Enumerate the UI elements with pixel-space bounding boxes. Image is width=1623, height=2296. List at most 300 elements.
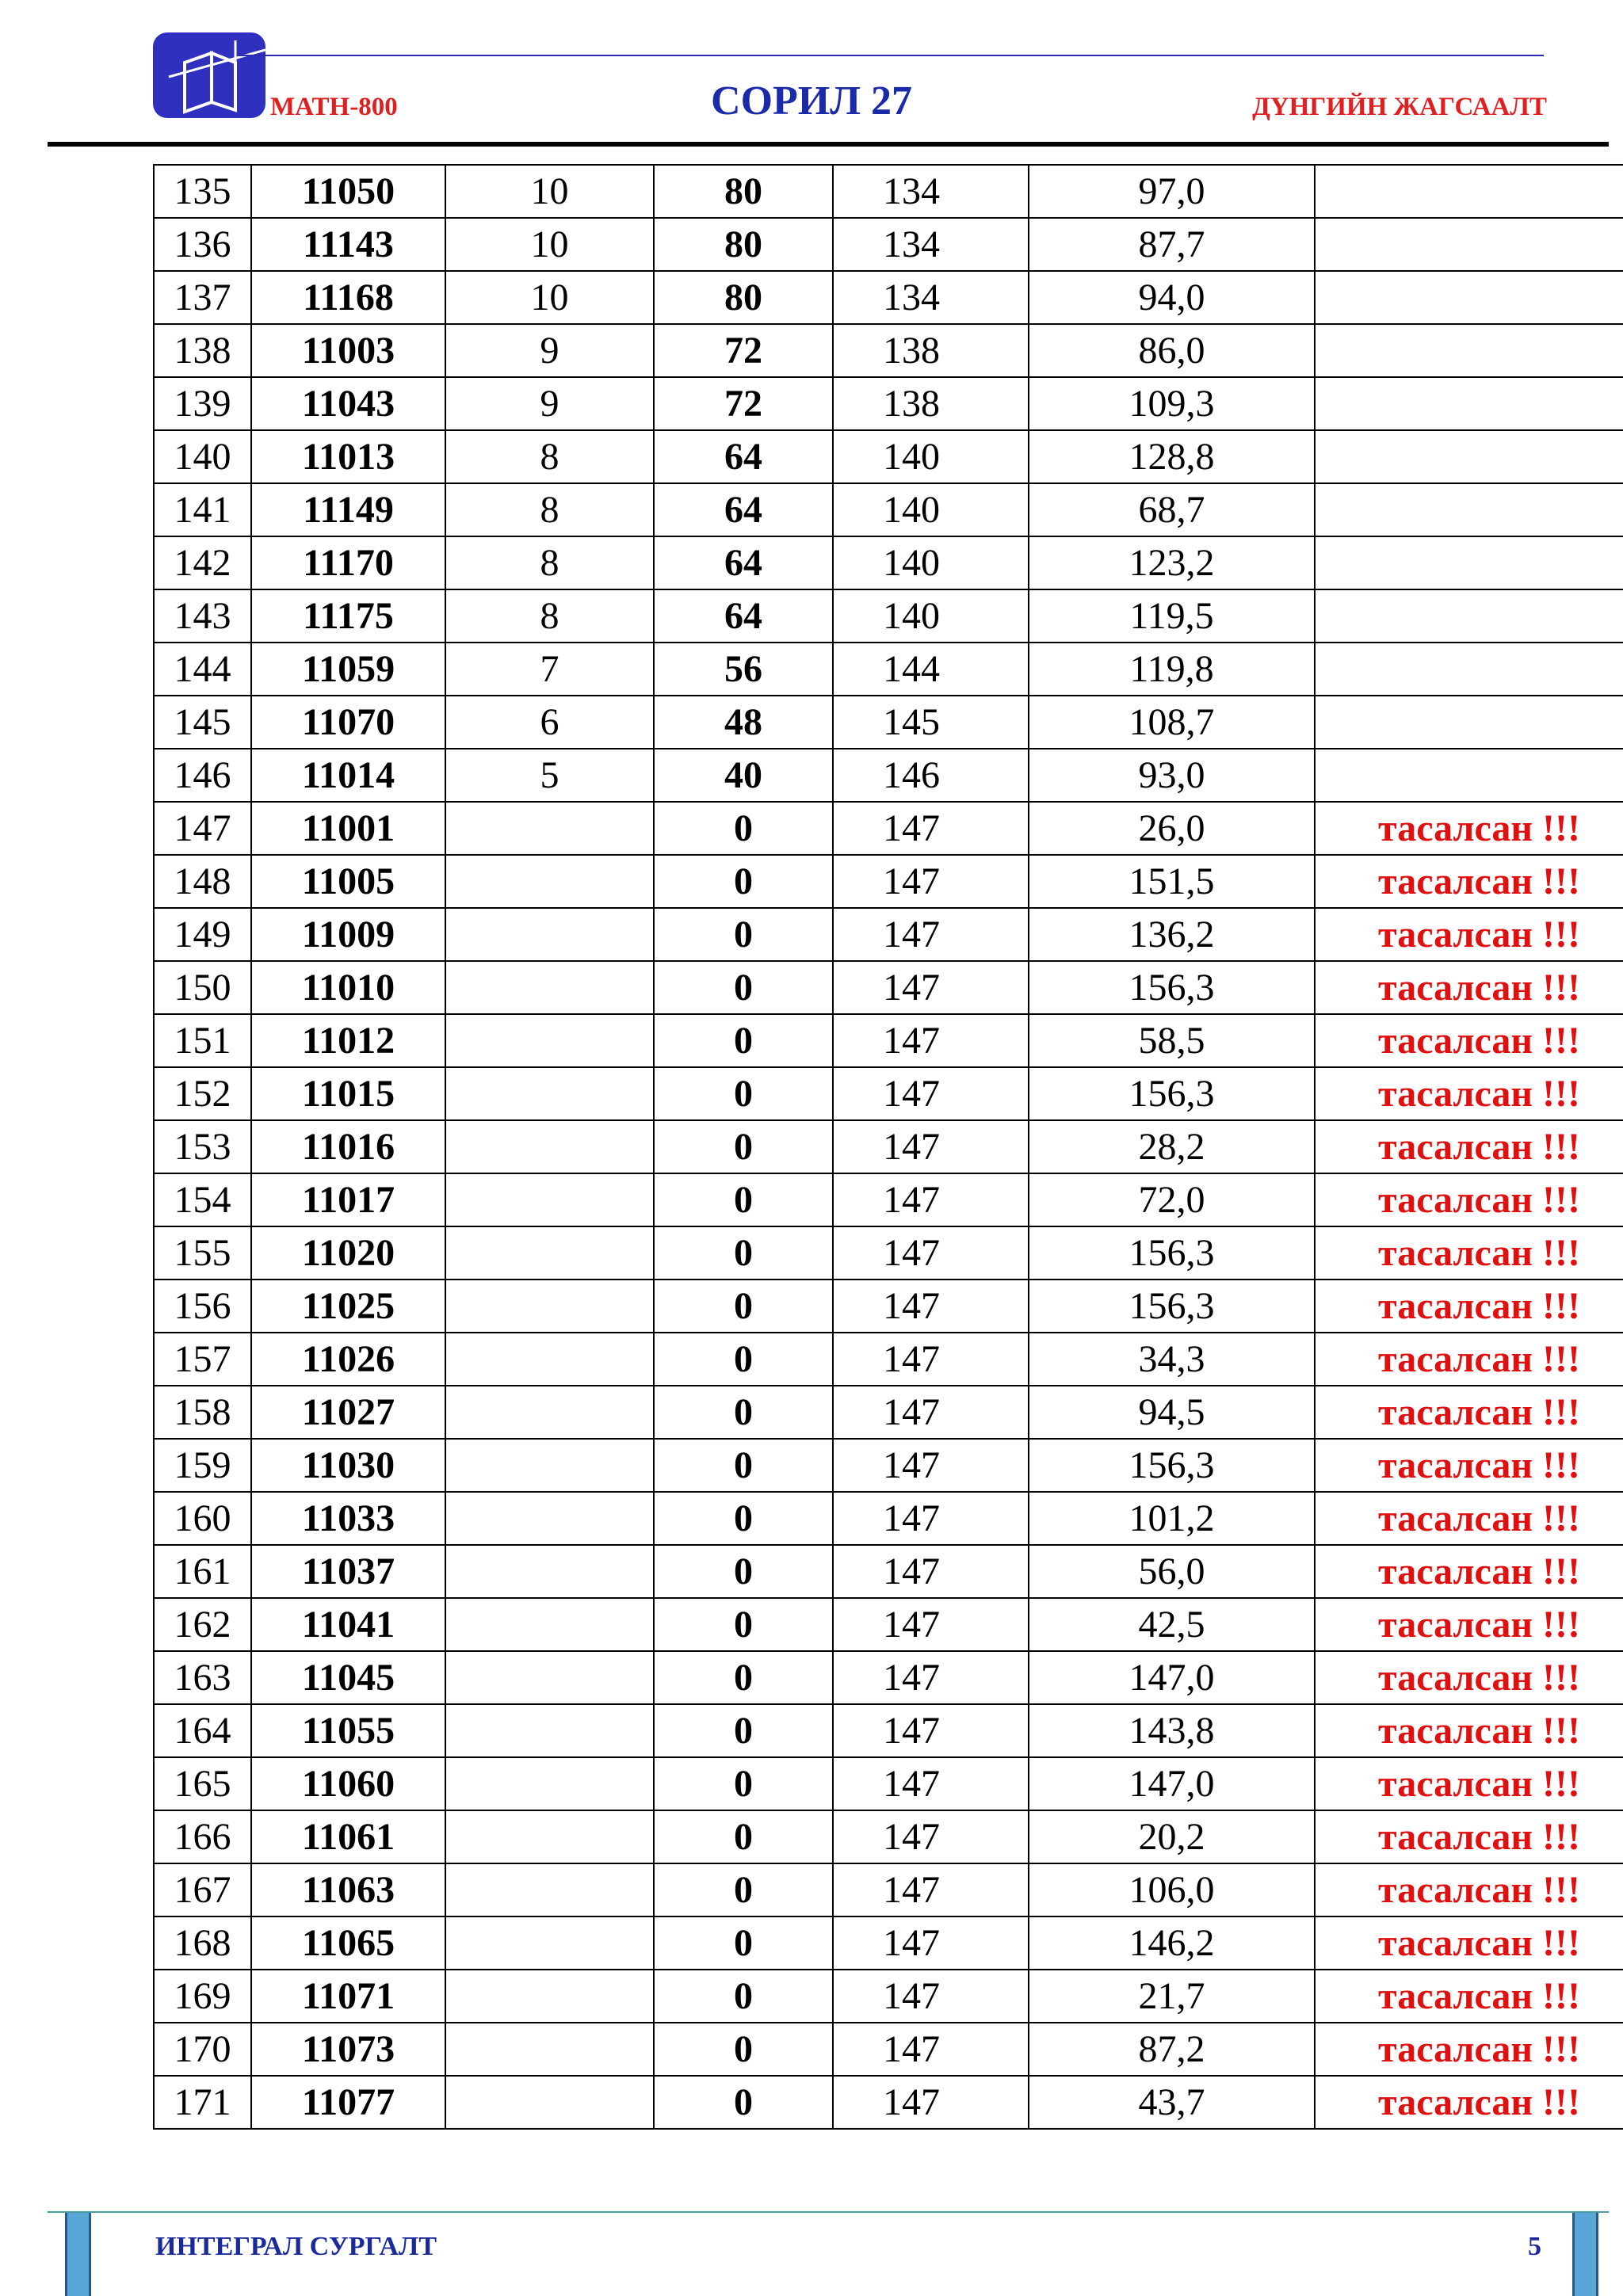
- answers-cell: [445, 1598, 654, 1651]
- rank-cell: 135: [154, 165, 251, 218]
- score-cell: 0: [654, 1598, 833, 1651]
- table-row: [154, 1120, 1623, 1173]
- score-cell: 64: [654, 536, 833, 589]
- status-cell: тасалсан !!!: [1315, 1439, 1623, 1492]
- answers-cell: [445, 2023, 654, 2076]
- id-cell: 11020: [251, 1226, 445, 1280]
- value-cell: 106,0: [1029, 1863, 1315, 1917]
- score-cell: 0: [654, 1014, 833, 1067]
- value-cell: 151,5: [1029, 855, 1315, 908]
- status-cell: тасалсан !!!: [1315, 1757, 1623, 1810]
- results-table: [153, 164, 1623, 2130]
- id-cell: 11009: [251, 908, 445, 961]
- table-row: [154, 1280, 1623, 1333]
- status-cell: тасалсан !!!: [1315, 1545, 1623, 1598]
- status-cell: [1315, 483, 1623, 536]
- answers-cell: [445, 1917, 654, 1970]
- status-cell: тасалсан !!!: [1315, 1863, 1623, 1917]
- value-cell: 94,5: [1029, 1386, 1315, 1439]
- id-cell: 11001: [251, 802, 445, 855]
- id-cell: 11168: [251, 271, 445, 324]
- answers-cell: 8: [445, 589, 654, 643]
- place-cell: 145: [833, 696, 1029, 749]
- place-cell: 138: [833, 324, 1029, 377]
- id-cell: 11003: [251, 324, 445, 377]
- id-cell: 11030: [251, 1439, 445, 1492]
- id-cell: 11063: [251, 1863, 445, 1917]
- score-cell: 40: [654, 749, 833, 802]
- id-cell: 11070: [251, 696, 445, 749]
- answers-cell: [445, 802, 654, 855]
- status-cell: [1315, 165, 1623, 218]
- value-cell: 58,5: [1029, 1014, 1315, 1067]
- rank-cell: 156: [154, 1280, 251, 1333]
- place-cell: 147: [833, 1651, 1029, 1704]
- table-row: [154, 218, 1623, 271]
- id-cell: 11005: [251, 855, 445, 908]
- place-cell: 140: [833, 430, 1029, 483]
- status-cell: тасалсан !!!: [1315, 1280, 1623, 1333]
- id-cell: 11050: [251, 165, 445, 218]
- id-cell: 11077: [251, 2076, 445, 2129]
- answers-cell: 8: [445, 483, 654, 536]
- rank-cell: 140: [154, 430, 251, 483]
- place-cell: 147: [833, 1280, 1029, 1333]
- table-row: [154, 1598, 1623, 1651]
- rank-cell: 151: [154, 1014, 251, 1067]
- place-cell: 147: [833, 1173, 1029, 1226]
- place-cell: 138: [833, 377, 1029, 430]
- id-cell: 11061: [251, 1810, 445, 1863]
- rank-cell: 138: [154, 324, 251, 377]
- table-row: [154, 1439, 1623, 1492]
- answers-cell: 5: [445, 749, 654, 802]
- rank-cell: 147: [154, 802, 251, 855]
- value-cell: 119,8: [1029, 643, 1315, 696]
- value-cell: 21,7: [1029, 1970, 1315, 2023]
- answers-cell: 9: [445, 324, 654, 377]
- rank-cell: 139: [154, 377, 251, 430]
- value-cell: 147,0: [1029, 1757, 1315, 1810]
- score-cell: 48: [654, 696, 833, 749]
- answers-cell: [445, 1386, 654, 1439]
- value-cell: 147,0: [1029, 1651, 1315, 1704]
- score-cell: 56: [654, 643, 833, 696]
- value-cell: 101,2: [1029, 1492, 1315, 1545]
- rank-cell: 153: [154, 1120, 251, 1173]
- id-cell: 11017: [251, 1173, 445, 1226]
- id-cell: 11027: [251, 1386, 445, 1439]
- table-row: [154, 536, 1623, 589]
- id-cell: 11043: [251, 377, 445, 430]
- table-row: [154, 377, 1623, 430]
- score-cell: 0: [654, 1439, 833, 1492]
- results-table-body: [154, 165, 1623, 2129]
- id-cell: 11010: [251, 961, 445, 1014]
- status-cell: [1315, 643, 1623, 696]
- header-rule-top: [238, 55, 1544, 56]
- score-cell: 0: [654, 2023, 833, 2076]
- id-cell: 11055: [251, 1704, 445, 1757]
- place-cell: 147: [833, 1067, 1029, 1120]
- score-cell: 0: [654, 1333, 833, 1386]
- status-cell: тасалсан !!!: [1315, 1014, 1623, 1067]
- score-cell: 64: [654, 483, 833, 536]
- rank-cell: 150: [154, 961, 251, 1014]
- status-cell: тасалсан !!!: [1315, 908, 1623, 961]
- table-row: [154, 1333, 1623, 1386]
- id-cell: 11041: [251, 1598, 445, 1651]
- place-cell: 134: [833, 271, 1029, 324]
- table-row: [154, 1173, 1623, 1226]
- value-cell: 94,0: [1029, 271, 1315, 324]
- score-cell: 0: [654, 855, 833, 908]
- id-cell: 11143: [251, 218, 445, 271]
- place-cell: 134: [833, 165, 1029, 218]
- status-cell: тасалсан !!!: [1315, 1810, 1623, 1863]
- table-row: [154, 696, 1623, 749]
- status-cell: тасалсан !!!: [1315, 1120, 1623, 1173]
- answers-cell: 9: [445, 377, 654, 430]
- place-cell: 140: [833, 483, 1029, 536]
- value-cell: 136,2: [1029, 908, 1315, 961]
- place-cell: 147: [833, 1598, 1029, 1651]
- table-row: [154, 1863, 1623, 1917]
- answers-cell: [445, 1280, 654, 1333]
- table-row: [154, 961, 1623, 1014]
- score-cell: 72: [654, 324, 833, 377]
- score-cell: 64: [654, 589, 833, 643]
- status-cell: тасалсан !!!: [1315, 855, 1623, 908]
- rank-cell: 160: [154, 1492, 251, 1545]
- rank-cell: 146: [154, 749, 251, 802]
- place-cell: 140: [833, 589, 1029, 643]
- status-cell: тасалсан !!!: [1315, 1492, 1623, 1545]
- place-cell: 147: [833, 908, 1029, 961]
- value-cell: 128,8: [1029, 430, 1315, 483]
- status-cell: тасалсан !!!: [1315, 1173, 1623, 1226]
- score-cell: 0: [654, 1545, 833, 1598]
- status-cell: тасалсан !!!: [1315, 1917, 1623, 1970]
- answers-cell: [445, 1120, 654, 1173]
- value-cell: 156,3: [1029, 1067, 1315, 1120]
- id-cell: 11013: [251, 430, 445, 483]
- rank-cell: 148: [154, 855, 251, 908]
- score-cell: 0: [654, 1173, 833, 1226]
- table-row: [154, 1067, 1623, 1120]
- id-cell: 11175: [251, 589, 445, 643]
- footer-organization: ИНТЕГРАЛ СУРГАЛТ: [155, 2232, 437, 2261]
- status-cell: тасалсан !!!: [1315, 1598, 1623, 1651]
- status-cell: [1315, 271, 1623, 324]
- footer-rule: [48, 2211, 1609, 2213]
- table-row: [154, 1226, 1623, 1280]
- score-cell: 0: [654, 1810, 833, 1863]
- id-cell: 11045: [251, 1651, 445, 1704]
- answers-cell: 6: [445, 696, 654, 749]
- value-cell: 93,0: [1029, 749, 1315, 802]
- rank-cell: 152: [154, 1067, 251, 1120]
- answers-cell: [445, 1439, 654, 1492]
- table-row: [154, 589, 1623, 643]
- value-cell: 26,0: [1029, 802, 1315, 855]
- value-cell: 56,0: [1029, 1545, 1315, 1598]
- table-row: [154, 1917, 1623, 1970]
- value-cell: 86,0: [1029, 324, 1315, 377]
- table-row: [154, 1386, 1623, 1439]
- status-cell: тасалсан !!!: [1315, 2023, 1623, 2076]
- value-cell: 156,3: [1029, 1226, 1315, 1280]
- page-number: 5: [1528, 2232, 1541, 2261]
- value-cell: 43,7: [1029, 2076, 1315, 2129]
- answers-cell: [445, 1014, 654, 1067]
- table-row: [154, 1810, 1623, 1863]
- place-cell: 147: [833, 1386, 1029, 1439]
- id-cell: 11025: [251, 1280, 445, 1333]
- rank-cell: 155: [154, 1226, 251, 1280]
- score-cell: 0: [654, 1067, 833, 1120]
- rank-cell: 167: [154, 1863, 251, 1917]
- answers-cell: [445, 961, 654, 1014]
- score-cell: 0: [654, 802, 833, 855]
- answers-cell: 10: [445, 165, 654, 218]
- header-course-code: MATH-800: [270, 93, 398, 121]
- answers-cell: 10: [445, 218, 654, 271]
- table-row: [154, 855, 1623, 908]
- score-cell: 0: [654, 1386, 833, 1439]
- place-cell: 147: [833, 1014, 1029, 1067]
- rank-cell: 154: [154, 1173, 251, 1226]
- rank-cell: 168: [154, 1917, 251, 1970]
- rank-cell: 159: [154, 1439, 251, 1492]
- table-row: [154, 1651, 1623, 1704]
- place-cell: 147: [833, 2076, 1029, 2129]
- rank-cell: 165: [154, 1757, 251, 1810]
- rank-cell: 166: [154, 1810, 251, 1863]
- table-row: [154, 2023, 1623, 2076]
- rank-cell: 164: [154, 1704, 251, 1757]
- id-cell: 11060: [251, 1757, 445, 1810]
- rank-cell: 143: [154, 589, 251, 643]
- answers-cell: 7: [445, 643, 654, 696]
- rank-cell: 171: [154, 2076, 251, 2129]
- status-cell: тасалсан !!!: [1315, 1970, 1623, 2023]
- answers-cell: [445, 1333, 654, 1386]
- rank-cell: 161: [154, 1545, 251, 1598]
- value-cell: 34,3: [1029, 1333, 1315, 1386]
- id-cell: 11037: [251, 1545, 445, 1598]
- score-cell: 0: [654, 1970, 833, 2023]
- value-cell: 156,3: [1029, 1280, 1315, 1333]
- value-cell: 68,7: [1029, 483, 1315, 536]
- answers-cell: [445, 1757, 654, 1810]
- score-cell: 0: [654, 1917, 833, 1970]
- id-cell: 11033: [251, 1492, 445, 1545]
- place-cell: 147: [833, 1704, 1029, 1757]
- table-row: [154, 1545, 1623, 1598]
- id-cell: 11065: [251, 1917, 445, 1970]
- value-cell: 143,8: [1029, 1704, 1315, 1757]
- score-cell: 0: [654, 961, 833, 1014]
- status-cell: [1315, 749, 1623, 802]
- id-cell: 11026: [251, 1333, 445, 1386]
- id-cell: 11015: [251, 1067, 445, 1120]
- header-section-title: ДҮНГИЙН ЖАГСААЛТ: [1252, 93, 1547, 121]
- answers-cell: [445, 1492, 654, 1545]
- answers-cell: [445, 1810, 654, 1863]
- score-cell: 64: [654, 430, 833, 483]
- answers-cell: [445, 1067, 654, 1120]
- value-cell: 108,7: [1029, 696, 1315, 749]
- place-cell: 147: [833, 1226, 1029, 1280]
- table-row: [154, 749, 1623, 802]
- status-cell: тасалсан !!!: [1315, 802, 1623, 855]
- score-cell: 0: [654, 1757, 833, 1810]
- value-cell: 42,5: [1029, 1598, 1315, 1651]
- answers-cell: [445, 1651, 654, 1704]
- id-cell: 11012: [251, 1014, 445, 1067]
- rank-cell: 144: [154, 643, 251, 696]
- table-row: [154, 271, 1623, 324]
- answers-cell: 8: [445, 536, 654, 589]
- place-cell: 147: [833, 1917, 1029, 1970]
- place-cell: 147: [833, 1810, 1029, 1863]
- place-cell: 147: [833, 1545, 1029, 1598]
- id-cell: 11059: [251, 643, 445, 696]
- score-cell: 0: [654, 1863, 833, 1917]
- table-row: [154, 430, 1623, 483]
- id-cell: 11014: [251, 749, 445, 802]
- table-row: [154, 324, 1623, 377]
- score-cell: 0: [654, 908, 833, 961]
- score-cell: 0: [654, 1651, 833, 1704]
- status-cell: [1315, 536, 1623, 589]
- rank-cell: 137: [154, 271, 251, 324]
- status-cell: тасалсан !!!: [1315, 1067, 1623, 1120]
- value-cell: 109,3: [1029, 377, 1315, 430]
- value-cell: 156,3: [1029, 961, 1315, 1014]
- status-cell: тасалсан !!!: [1315, 1704, 1623, 1757]
- status-cell: [1315, 218, 1623, 271]
- id-cell: 11071: [251, 1970, 445, 2023]
- id-cell: 11149: [251, 483, 445, 536]
- value-cell: 28,2: [1029, 1120, 1315, 1173]
- status-cell: тасалсан !!!: [1315, 2076, 1623, 2129]
- score-cell: 0: [654, 2076, 833, 2129]
- status-cell: [1315, 589, 1623, 643]
- score-cell: 0: [654, 1120, 833, 1173]
- score-cell: 0: [654, 1704, 833, 1757]
- answers-cell: 10: [445, 271, 654, 324]
- place-cell: 134: [833, 218, 1029, 271]
- answers-cell: [445, 908, 654, 961]
- header-rule-bottom: [48, 142, 1609, 147]
- answers-cell: [445, 855, 654, 908]
- table-row: [154, 165, 1623, 218]
- status-cell: [1315, 430, 1623, 483]
- place-cell: 146: [833, 749, 1029, 802]
- table-row: [154, 483, 1623, 536]
- table-row: [154, 802, 1623, 855]
- rank-cell: 141: [154, 483, 251, 536]
- table-row: [154, 1757, 1623, 1810]
- status-cell: [1315, 377, 1623, 430]
- footer-bar-right: [1572, 2213, 1598, 2296]
- table-row: [154, 1492, 1623, 1545]
- status-cell: тасалсан !!!: [1315, 1651, 1623, 1704]
- table-row: [154, 643, 1623, 696]
- table-row: [154, 2076, 1623, 2129]
- status-cell: тасалсан !!!: [1315, 961, 1623, 1014]
- place-cell: 147: [833, 1757, 1029, 1810]
- place-cell: 147: [833, 1492, 1029, 1545]
- value-cell: 97,0: [1029, 165, 1315, 218]
- id-cell: 11073: [251, 2023, 445, 2076]
- table-row: [154, 1704, 1623, 1757]
- answers-cell: 8: [445, 430, 654, 483]
- place-cell: 147: [833, 1333, 1029, 1386]
- rank-cell: 163: [154, 1651, 251, 1704]
- score-cell: 80: [654, 218, 833, 271]
- place-cell: 147: [833, 855, 1029, 908]
- id-cell: 11016: [251, 1120, 445, 1173]
- status-cell: [1315, 324, 1623, 377]
- answers-cell: [445, 1226, 654, 1280]
- status-cell: тасалсан !!!: [1315, 1386, 1623, 1439]
- rank-cell: 157: [154, 1333, 251, 1386]
- rank-cell: 158: [154, 1386, 251, 1439]
- rank-cell: 162: [154, 1598, 251, 1651]
- rank-cell: 170: [154, 2023, 251, 2076]
- status-cell: тасалсан !!!: [1315, 1226, 1623, 1280]
- id-cell: 11170: [251, 536, 445, 589]
- value-cell: 123,2: [1029, 536, 1315, 589]
- score-cell: 80: [654, 165, 833, 218]
- table-row: [154, 1014, 1623, 1067]
- place-cell: 147: [833, 1120, 1029, 1173]
- answers-cell: [445, 2076, 654, 2129]
- score-cell: 0: [654, 1226, 833, 1280]
- place-cell: 147: [833, 1863, 1029, 1917]
- place-cell: 147: [833, 2023, 1029, 2076]
- answers-cell: [445, 1704, 654, 1757]
- answers-cell: [445, 1863, 654, 1917]
- rank-cell: 169: [154, 1970, 251, 2023]
- rank-cell: 145: [154, 696, 251, 749]
- footer-bar-left: [65, 2213, 91, 2296]
- rank-cell: 142: [154, 536, 251, 589]
- score-cell: 0: [654, 1280, 833, 1333]
- place-cell: 147: [833, 1439, 1029, 1492]
- table-row: [154, 1970, 1623, 2023]
- place-cell: 147: [833, 1970, 1029, 2023]
- value-cell: 87,2: [1029, 2023, 1315, 2076]
- status-cell: тасалсан !!!: [1315, 1333, 1623, 1386]
- value-cell: 119,5: [1029, 589, 1315, 643]
- value-cell: 87,7: [1029, 218, 1315, 271]
- place-cell: 147: [833, 961, 1029, 1014]
- score-cell: 80: [654, 271, 833, 324]
- rank-cell: 136: [154, 218, 251, 271]
- value-cell: 156,3: [1029, 1439, 1315, 1492]
- answers-cell: [445, 1545, 654, 1598]
- value-cell: 20,2: [1029, 1810, 1315, 1863]
- answers-cell: [445, 1970, 654, 2023]
- rank-cell: 149: [154, 908, 251, 961]
- place-cell: 144: [833, 643, 1029, 696]
- place-cell: 140: [833, 536, 1029, 589]
- answers-cell: [445, 1173, 654, 1226]
